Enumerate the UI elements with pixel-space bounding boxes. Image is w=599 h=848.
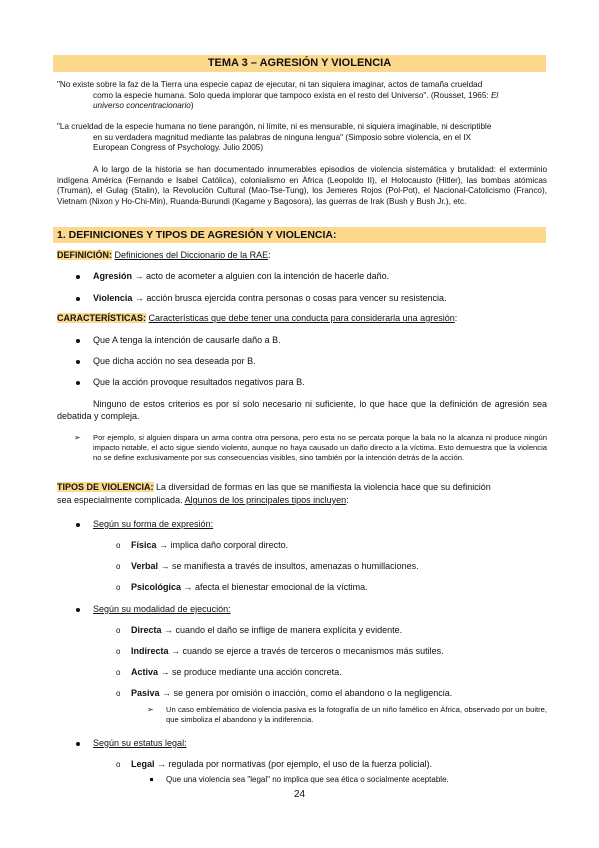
list-item <box>131 560 419 572</box>
term-definition: → acción brusca ejercida contra personas o cosas para vencer su resistencia. <box>132 293 447 303</box>
quote-line: ) <box>190 101 194 111</box>
circle-bullet-icon: o <box>116 647 121 656</box>
term-definition: → cuando el daño se inflige de manera explícita y evidente. <box>161 625 403 635</box>
list-item <box>131 645 444 657</box>
quote-rousset <box>57 80 547 112</box>
arrow-bullet-icon: ➢ <box>74 433 81 442</box>
tipos-text-underlined: Algunos de los principales tipos incluyen <box>184 495 347 505</box>
term: Violencia <box>93 293 133 303</box>
list-item: Que una violencia sea "legal" no implica que sea ética o socialmente aceptable. <box>166 775 449 784</box>
caracteristicas-line <box>57 312 457 324</box>
bullet-icon <box>76 339 80 343</box>
quote-italic: El <box>490 90 499 100</box>
bullet-icon <box>76 742 80 746</box>
list-item: Que A tenga la intención de causarle daño a B. <box>93 335 281 345</box>
colon: : <box>454 313 458 323</box>
quote-line: como la especie humana. Solo queda implorar que tampoco exista en el resto del Universo". (Rousset, 1965: <box>93 90 491 100</box>
term-definition: → implica daño corporal directo. <box>156 540 289 550</box>
tipos-paragraph <box>57 481 547 493</box>
caracteristicas-text: Características que debe tener una conducta para considerarla una agresión <box>148 313 455 323</box>
term: Física <box>131 540 157 550</box>
bullet-icon <box>76 381 80 385</box>
quote-line: "La crueldad de la especie humana no tiene parangón, ni límite, ni es mensurable, ni siquiera imaginable, ni descriptible <box>57 122 492 131</box>
criteria-text: Ninguno de estos criterios es por sí solo necesario ni suficiente, lo que hace que la definición de agresión sea debatida y compleja. <box>57 399 547 421</box>
list-item <box>131 539 288 551</box>
quote-line: European Congress of Psychology. Julio 2005) <box>93 143 264 153</box>
bullet-icon <box>76 608 80 612</box>
list-item <box>131 581 368 593</box>
page-title: TEMA 3 – AGRESIÓN Y VIOLENCIA <box>53 55 546 72</box>
tipos-text: La diversidad de formas en las que se manifiesta la violencia hace que su definición <box>153 482 491 492</box>
list-item <box>131 666 342 678</box>
term-definition: → se manifiesta a través de insultos, amenazas o humillaciones. <box>158 561 419 571</box>
term: Psicológica <box>131 582 182 592</box>
list-item: Que dicha acción no sea deseada por B. <box>93 356 256 366</box>
circle-bullet-icon: o <box>116 689 121 698</box>
term: Agresión <box>93 271 133 281</box>
term: Directa <box>131 625 162 635</box>
term: Indirecta <box>131 646 169 656</box>
definicion-text: Definiciones del Diccionario de la RAE <box>114 250 269 260</box>
quote-italic: universo concentracionario <box>93 101 191 111</box>
history-paragraph <box>57 165 547 207</box>
term-definition: → acto de acometer a alguien con la intención de hacerle daño. <box>132 271 390 281</box>
bullet-icon <box>76 360 80 364</box>
term-definition: → se genera por omisión o inacción, como el abandono o la negligencia. <box>159 688 453 698</box>
quote-line: en su verdadera magnitud mediante las palabras de ninguna lengua" (Simposio sobre violencia, en el IX <box>93 132 471 142</box>
history-text: A lo largo de la historia se han documentado innumerables episodios de violencia sistemática y brutalidad: el exterminio indígena América (Fernando e Isabel Católica), colonialismo en África (Leopoldo II), el Holocausto (Hitler), las bombas atómicas (Truman), el Gulag (Stalin), la Revolución Cultural (Mao-Tse-Tung), los Jemeres Rojos (Pol-Pot), el Nacional-Catolicismo (Franco), Vietnam (Nixon y Ho-Chi-Min), Ruanda-Burundi (Kagame y Bagosora), las guerras de Irak (Bush y Bush Jr.), etc. <box>57 165 547 206</box>
criteria-paragraph <box>57 398 547 422</box>
term: Activa <box>131 667 159 677</box>
tipos-label: TIPOS DE VIOLENCIA: <box>57 482 154 492</box>
list-item <box>131 624 402 636</box>
list-item <box>93 270 389 282</box>
bullet-icon <box>76 523 80 527</box>
term: Verbal <box>131 561 159 571</box>
group-heading: Según su forma de expresión: <box>93 519 214 529</box>
term-definition: → cuando se ejerce a través de terceros o mecanismos más sutiles. <box>168 646 444 656</box>
bullet-icon <box>76 275 80 279</box>
group-heading: Según su estatus legal: <box>93 738 187 748</box>
circle-bullet-icon: o <box>116 541 121 550</box>
term-definition: → se produce mediante una acción concreta. <box>158 667 342 677</box>
caracteristicas-label: CARACTERÍSTICAS: <box>57 313 146 323</box>
bullet-icon <box>76 297 80 301</box>
list-item <box>131 687 452 699</box>
term-definition: → afecta el bienestar emocional de la víctima. <box>181 582 368 592</box>
circle-bullet-icon: o <box>116 626 121 635</box>
term-definition: → regulada por normativas (por ejemplo, el uso de la fuerza policial). <box>154 759 433 769</box>
arrow-bullet-icon: ➢ <box>147 705 154 714</box>
tipos-text: sea especialmente complicada. <box>57 495 185 505</box>
colon: : <box>268 250 271 260</box>
square-bullet-icon <box>150 778 153 781</box>
group-heading: Según su modalidad de ejecución: <box>93 604 231 614</box>
circle-bullet-icon: o <box>116 668 121 677</box>
circle-bullet-icon: o <box>116 760 121 769</box>
list-item: Que la acción provoque resultados negativos para B. <box>93 377 305 387</box>
definicion-label: DEFINICIÓN: <box>57 250 112 260</box>
section-heading: 1. DEFINICIONES Y TIPOS DE AGRESIÓN Y VIOLENCIA: <box>53 227 546 243</box>
quote-line: "No existe sobre la faz de la Tierra una especie capaz de ejecutar, ni tan siquiera imaginar, actos de tamaña crueldad <box>57 80 483 89</box>
example-paragraph: Un caso emblemático de violencia pasiva es la fotografía de un niño famélico en África, observado por un buitre, que simboliza el abandono y la indiferencia. <box>166 705 547 725</box>
term: Legal <box>131 759 155 769</box>
circle-bullet-icon: o <box>116 562 121 571</box>
definicion-line <box>57 249 271 261</box>
quote-symposium <box>57 122 547 154</box>
circle-bullet-icon: o <box>116 583 121 592</box>
page-number: 24 <box>293 789 306 800</box>
term: Pasiva <box>131 688 160 698</box>
list-item <box>93 292 447 304</box>
example-paragraph: Por ejemplo, si alguien dispara un arma contra otra persona, pero esta no se percata porque la bala no la alcanza ni produce ningún impacto notable, el acto sigue siendo violento, aunque no haya causado un daño directo a la víctima. Esto demuestra que la violencia no se define exclusivamente por sus consecuencias visibles, sino también por la intención detrás de la acción. <box>93 433 547 463</box>
colon: : <box>346 495 349 505</box>
tipos-paragraph-2 <box>57 494 349 506</box>
list-item <box>131 758 432 770</box>
